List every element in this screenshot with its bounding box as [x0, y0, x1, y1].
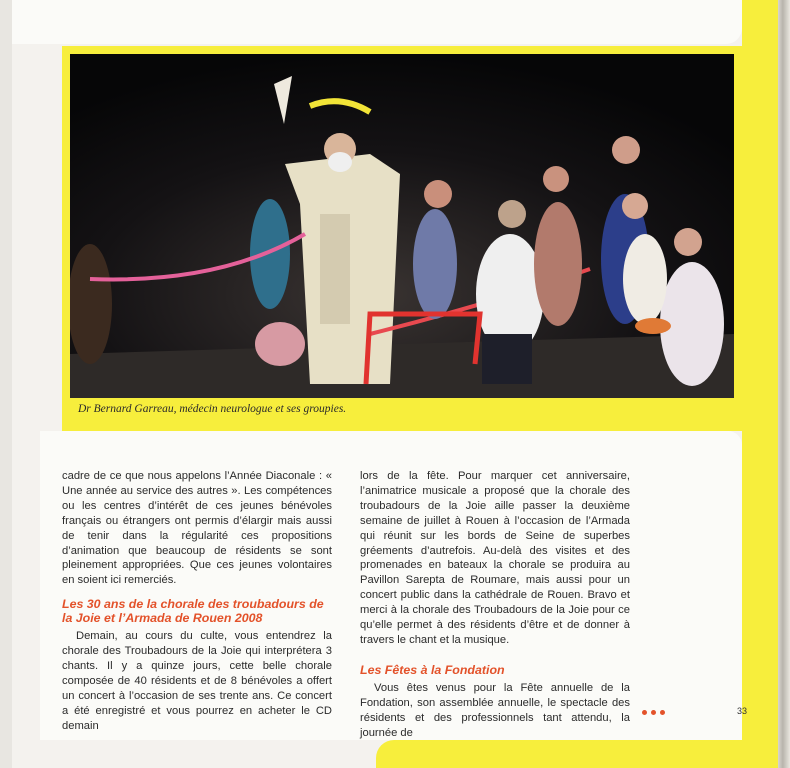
stage-photo	[70, 54, 734, 398]
fetes-paragraph: Vous êtes venus pour la Fête annuelle de la Fondation, son assemblée annuelle, le spectacle des résidents et des professionnels tant attendu, la journée de	[360, 681, 630, 739]
photo-caption: Dr Bernard Garreau, médecin neurologue et ses groupies.	[78, 403, 347, 415]
top-panel	[12, 0, 742, 44]
section-heading-fetes: Les Fêtes à la Fondation	[360, 662, 505, 677]
page-number: 33	[737, 706, 748, 716]
intro-paragraph: cadre de ce que nous appelons l’Année Diaconale : « Une année au service des autres ». Les compétences ou les centres d’intérêt de ces jeunes bénévoles français ou étrangers ont permis d’élargir mais aussi de tenir dans la régularité ces propositions d’animation que beaucoup de résidents se sont pleinement appropriées. Que ces jeunes volontaires en soient ici remerciés.	[62, 470, 332, 587]
left-column	[62, 469, 332, 734]
section-heading-chorale: Les 30 ans de la chorale des troubadours de la Joie et l’Armada de Rouen 2008	[62, 597, 324, 626]
chorale-paragraph: Demain, au cours du culte, vous entendrez la chorale des Troubadours de la Joie qui interprétera 3 chants. Il y a quinze jours, cette belle chorale composée de 40 résidents et de 8 bénévoles a offert un concert à l’occasion de ses trente ans. Ce concert a été enregistré et vous pourrez en acheter le CD demain	[62, 630, 332, 732]
right-column	[360, 469, 630, 741]
page-left-margin	[0, 0, 12, 768]
continued-paragraph: lors de la fête. Pour marquer cet anniversaire, l’animatrice musicale a proposé que la chorale des troubadours de la Joie aille passer la deuxième semaine de juillet à Rouen à l’occasion de l’Armada qui réunit sur les bords de Seine de superbes gréements d’autrefois. Au-delà des visites et des promenades en bateaux la chorale se produira au Pavillon Sarepta de Roumare, mais aussi pour un concert public dans la cathédrale de Rouen. Bravo et merci à la chorale des Troubadours de la Joie pour ce qu’elle permet à des résidents d’être et de donner à travers le chant et la musique.	[360, 470, 630, 646]
three-dots-icon	[642, 710, 672, 718]
yellow-bottom-band	[376, 740, 778, 768]
page-binding-edge	[778, 0, 790, 768]
